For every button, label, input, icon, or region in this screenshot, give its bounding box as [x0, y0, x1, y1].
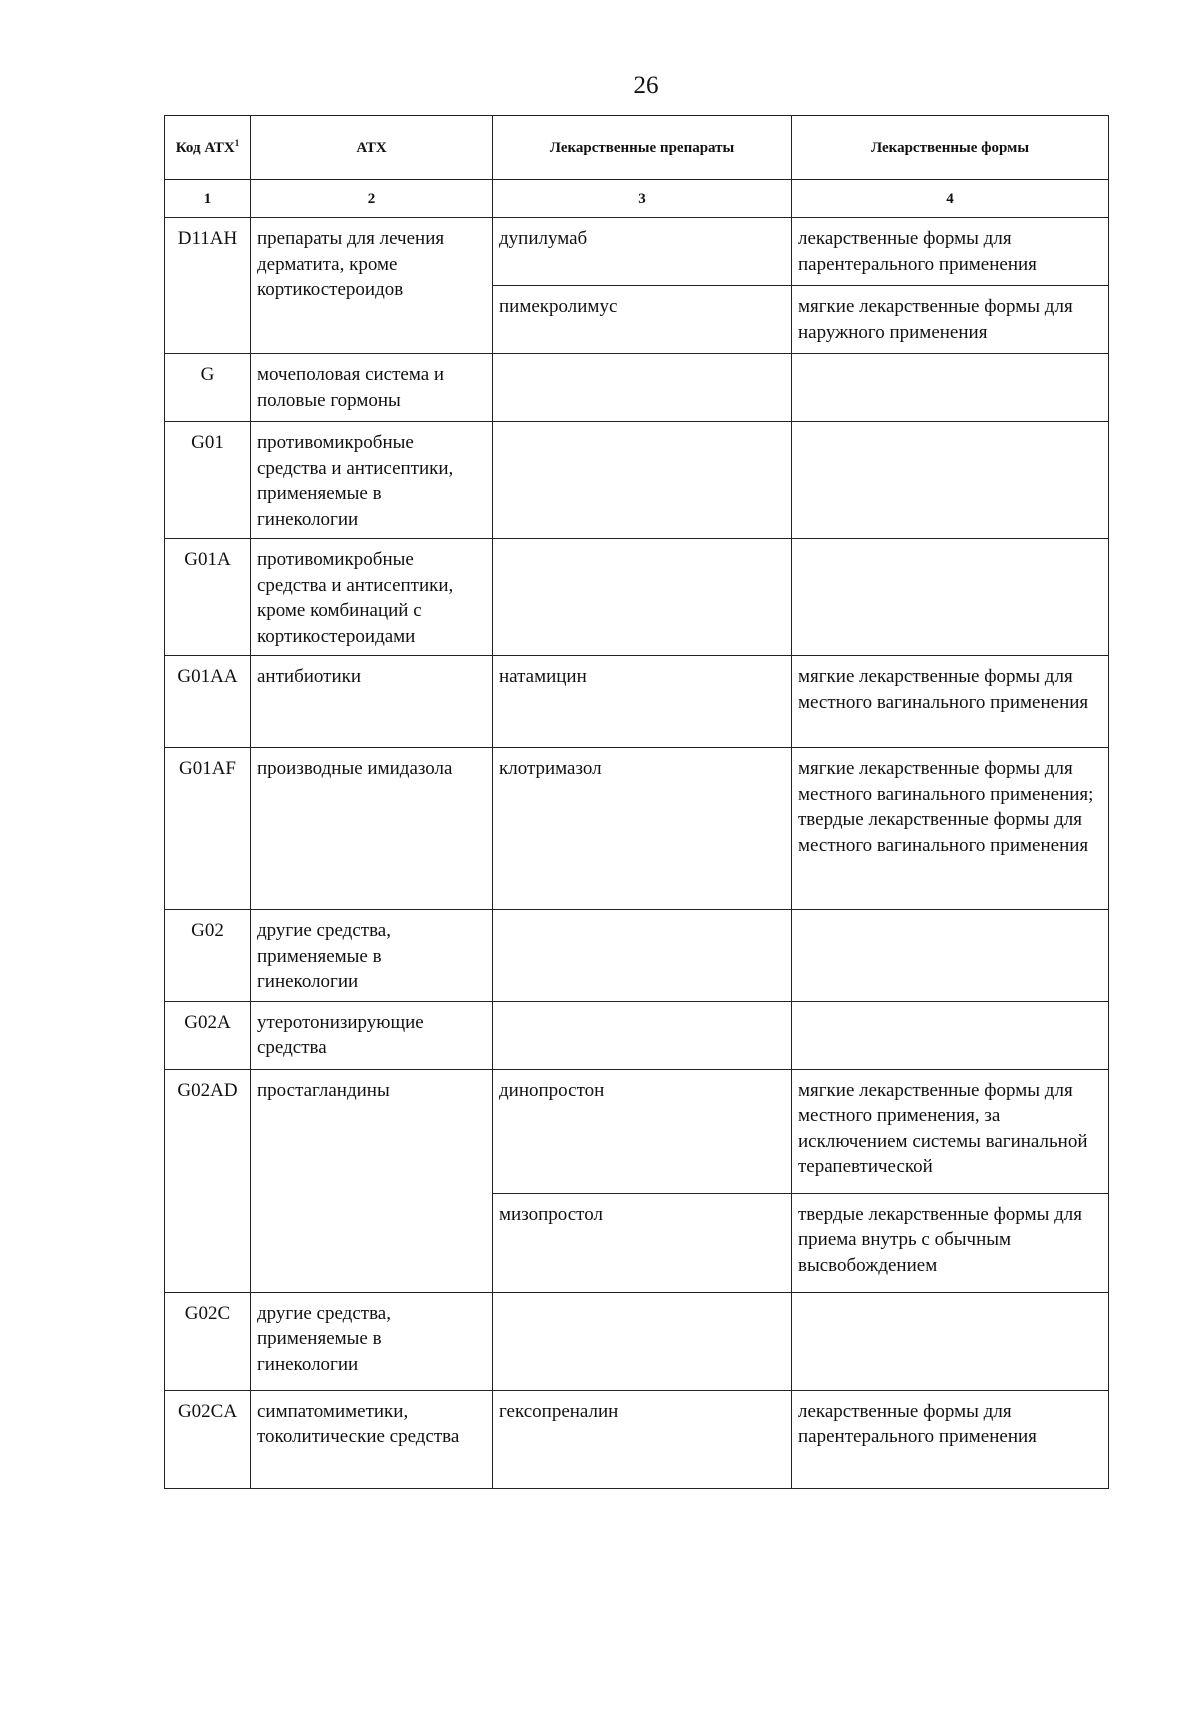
table-row [165, 910, 1109, 1002]
forms-cell [792, 1001, 1109, 1069]
atc-name-cell: симпатомиметики, токолитические средства [251, 1390, 493, 1488]
table-row [165, 422, 1109, 539]
drug-cell: гексопреналин [493, 1390, 792, 1488]
header-forms: Лекарственные формы [792, 116, 1109, 180]
atc-code-cell: G02CA [165, 1390, 251, 1488]
header-atc: АТХ [251, 116, 493, 180]
drug-cell: динопростон [493, 1069, 792, 1193]
atc-name-cell: антибиотики [251, 656, 493, 748]
atc-name-cell: мочеполовая система и половые гормоны [251, 354, 493, 422]
atc-name-cell: противомикробные средства и антисептики, применяемые в гинекологии [251, 422, 493, 539]
column-number: 2 [251, 180, 493, 218]
table-row [165, 539, 1109, 656]
table-row [165, 656, 1109, 748]
drug-cell [493, 910, 792, 1002]
column-number: 3 [493, 180, 792, 218]
atc-code-cell: G02AD [165, 1069, 251, 1292]
forms-cell [792, 910, 1109, 1002]
atc-name-cell: простагландины [251, 1069, 493, 1292]
forms-cell: лекарственные формы для парентерального применения [792, 218, 1109, 286]
column-number-row [165, 180, 1109, 218]
drug-cell: клотримазол [493, 748, 792, 910]
forms-cell [792, 422, 1109, 539]
table-row [165, 1069, 1109, 1193]
drug-cell: дупилумаб [493, 218, 792, 286]
atc-drug-table [164, 115, 1109, 1489]
forms-cell [792, 748, 1109, 910]
drug-cell [493, 1292, 792, 1390]
atc-name-cell: препараты для лечения дерматита, кроме кортикостероидов [251, 218, 493, 354]
drug-cell [493, 354, 792, 422]
header-drugs: Лекарственные препараты [493, 116, 792, 180]
atc-code-cell: G01 [165, 422, 251, 539]
drug-cell [493, 539, 792, 656]
column-number: 4 [792, 180, 1109, 218]
table-row [165, 1390, 1109, 1488]
table-row [165, 1292, 1109, 1390]
table-row [165, 218, 1109, 286]
atc-code-cell: G01AA [165, 656, 251, 748]
atc-code-cell: G02 [165, 910, 251, 1002]
atc-name-cell: противомикробные средства и антисептики, кроме комбинаций с кортикостероидами [251, 539, 493, 656]
column-number: 1 [165, 180, 251, 218]
drug-cell: пимекролимус [493, 286, 792, 354]
drug-cell: натамицин [493, 656, 792, 748]
table-header-row [165, 116, 1109, 180]
drug-cell [493, 1001, 792, 1069]
table-row [165, 748, 1109, 910]
atc-code-cell: G01AF [165, 748, 251, 910]
atc-code-cell: G01A [165, 539, 251, 656]
atc-code-cell: G [165, 354, 251, 422]
forms-cell: лекарственные формы для парентерального применения [792, 1390, 1109, 1488]
forms-cell: мягкие лекарственные формы для местного вагинального применения [792, 656, 1109, 748]
forms-text: мягкие лекарственные формы для местного вагинального применения; твердые лекарственные формы для местного вагинального применения [798, 758, 1094, 856]
table-row [165, 1001, 1109, 1069]
drug-cell [493, 422, 792, 539]
atc-name-cell: утеротонизирующие средства [251, 1001, 493, 1069]
forms-cell [792, 354, 1109, 422]
atc-code-cell: G02A [165, 1001, 251, 1069]
drug-cell: мизопростол [493, 1193, 792, 1292]
atc-code-cell: D11AH [165, 218, 251, 354]
forms-cell [792, 539, 1109, 656]
forms-cell: мягкие лекарственные формы для наружного применения [792, 286, 1109, 354]
table-row [165, 354, 1109, 422]
forms-cell [792, 1292, 1109, 1390]
atc-name-cell: другие средства, применяемые в гинекологии [251, 910, 493, 1002]
atc-name-cell: другие средства, применяемые в гинекологии [251, 1292, 493, 1390]
forms-cell: твердые лекарственные формы для приема внутрь с обычным высвобождением [792, 1193, 1109, 1292]
forms-cell: мягкие лекарственные формы для местного применения, за исключением системы вагинальной терапевтической [792, 1069, 1109, 1193]
atc-name-cell: производные имидазола [251, 748, 493, 910]
header-atc-code: Код АТХ$^1$ [165, 116, 251, 180]
page-number: 26 [633, 72, 659, 99]
atc-code-cell: G02C [165, 1292, 251, 1390]
